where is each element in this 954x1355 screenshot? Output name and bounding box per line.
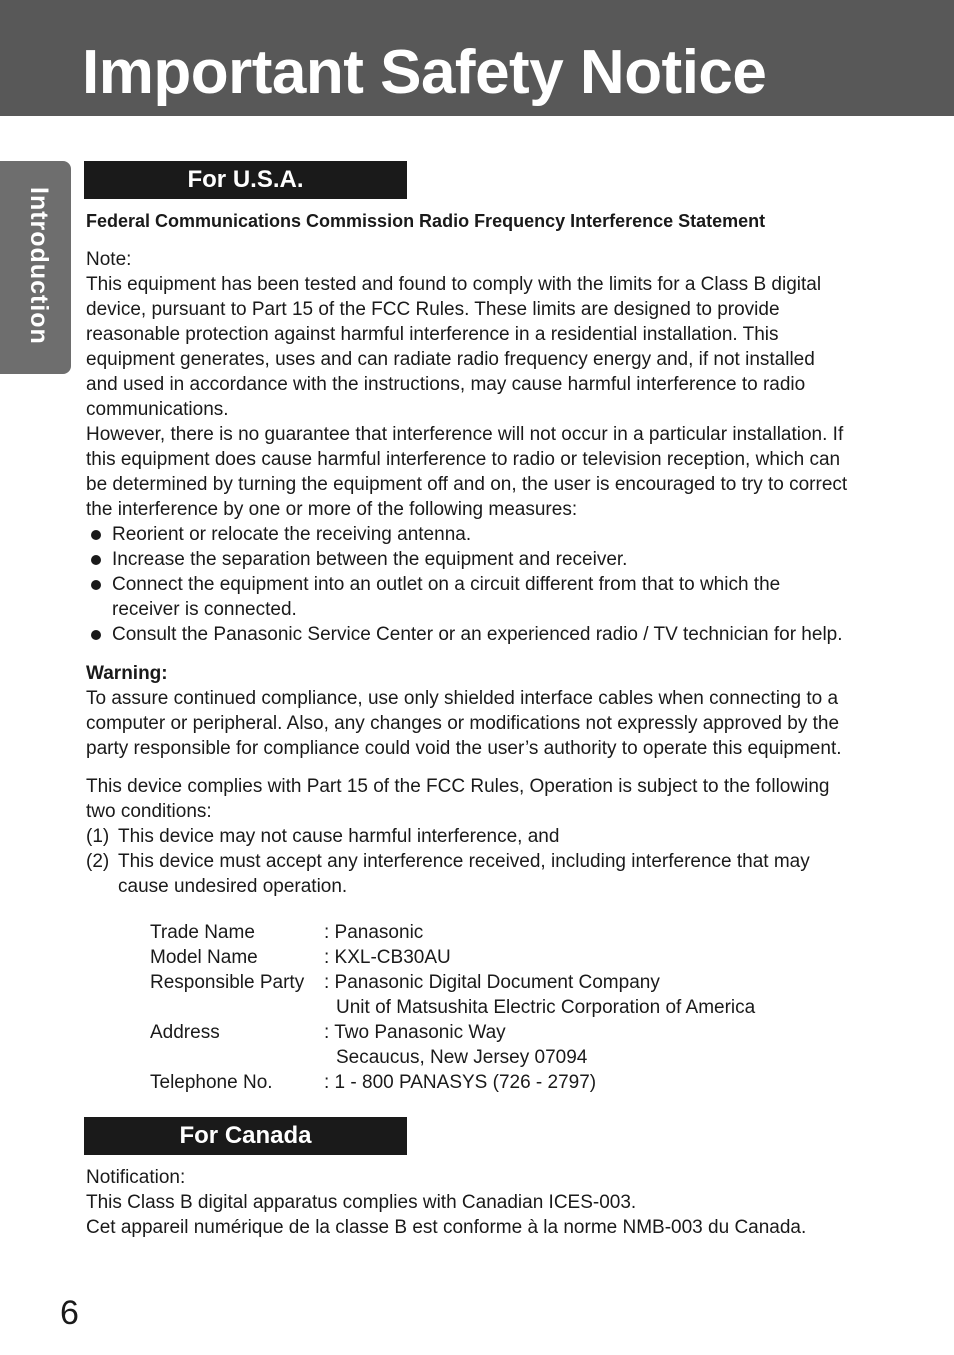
measure-item — [86, 572, 916, 597]
however-line: the interference by one or more of the following measures: — [86, 499, 578, 520]
canada-line: This Class B digital apparatus complies with Canadian ICES-003. — [86, 1192, 637, 1213]
section-bar-usa — [84, 161, 407, 199]
measure-item — [86, 522, 916, 547]
page-title: Important Safety Notice — [82, 38, 767, 107]
address-value: : Two Panasonic Way — [324, 1022, 506, 1043]
bullet-icon — [91, 630, 101, 640]
measure-text: Reorient or relocate the receiving antenna. — [112, 524, 472, 545]
however-line: this equipment does cause harmful interference to radio or television reception, which can — [86, 449, 841, 470]
canada-line: Cet appareil numérique de la classe B est conforme à la norme NMB-003 du Canada. — [86, 1217, 807, 1238]
fcc-heading-block — [86, 209, 916, 234]
note-line: device, pursuant to Part 15 of the FCC Rules. These limits are designed to provide — [86, 299, 780, 320]
product-info-table — [150, 920, 755, 1095]
compliance-line: This device complies with Part 15 of the FCC Rules, Operation is subject to the following — [86, 776, 830, 797]
measure-text: Consult the Panasonic Service Center or an experienced radio / TV technician for help. — [112, 624, 843, 645]
condition-number: (2) — [86, 851, 110, 872]
note-line: This equipment has been tested and found to comply with the limits for a Class B digital — [86, 274, 822, 295]
section-title-usa: For U.S.A. — [187, 166, 304, 193]
responsible-party-value-continued: Unit of Matsushita Electric Corporation of America — [336, 997, 756, 1018]
bullet-icon — [91, 530, 101, 540]
measure-item — [86, 622, 916, 647]
warning-line: To assure continued compliance, use only shielded interface cables when connecting to a — [86, 688, 839, 709]
note-line: communications. — [86, 399, 229, 420]
side-tab-label: Introduction — [25, 187, 53, 345]
condition-text-continued: cause undesired operation. — [118, 876, 348, 897]
note-line: and used in accordance with the instructions, may cause harmful interference to radio — [86, 374, 806, 395]
compliance-line: two conditions: — [86, 801, 212, 822]
condition-number: (1) — [86, 826, 110, 847]
canada-block — [86, 1165, 916, 1240]
info-row — [150, 920, 755, 945]
condition-text: This device may not cause harmful interference, and — [118, 826, 560, 847]
measure-text-continued: receiver is connected. — [112, 599, 297, 620]
responsible-party-value: : Panasonic Digital Document Company — [324, 972, 660, 993]
section-bar-canada — [84, 1117, 407, 1155]
condition-item — [86, 849, 916, 874]
info-row — [150, 1070, 755, 1095]
info-row — [150, 945, 755, 970]
address-label: Address — [150, 1022, 220, 1043]
condition-item — [86, 824, 916, 849]
info-row — [150, 995, 755, 1020]
bullet-icon — [91, 580, 101, 590]
warning-line: computer or peripheral. Also, any changes or modifications not expressly approved by the — [86, 713, 840, 734]
condition-text: This device must accept any interference received, including interference that may — [118, 851, 810, 872]
page-header — [0, 0, 954, 116]
warning-line: party responsible for compliance could void the user’s authority to operate this equipment. — [86, 738, 842, 759]
trade-name-label: Trade Name — [150, 922, 255, 943]
bullet-icon — [91, 555, 101, 565]
fcc-heading: Federal Communications Commission Radio Frequency Interference Statement — [86, 211, 766, 231]
info-row — [150, 1020, 755, 1045]
warning-block — [86, 661, 916, 761]
telephone-value: : 1 - 800 PANASYS (726 - 2797) — [324, 1072, 597, 1093]
compliance-block — [86, 774, 916, 899]
note-label: Note: — [86, 249, 132, 270]
warning-label: Warning: — [86, 663, 168, 684]
note-line: equipment generates, uses and can radiate radio frequency energy and, if not installed — [86, 349, 815, 370]
measure-text: Increase the separation between the equipment and receiver. — [112, 549, 628, 570]
responsible-party-label: Responsible Party — [150, 972, 305, 993]
however-line: However, there is no guarantee that interference will not occur in a particular installation. If — [86, 424, 844, 445]
page-number: 6 — [60, 1294, 79, 1332]
fcc-note-block — [86, 247, 916, 647]
trade-name-value: : Panasonic — [324, 922, 424, 943]
address-value-continued: Secaucus, New Jersey 07094 — [336, 1047, 588, 1068]
measure-item — [86, 547, 916, 572]
notification-label: Notification: — [86, 1167, 186, 1188]
note-line: reasonable protection against harmful interference in a residential installation. This — [86, 324, 779, 345]
info-row — [150, 970, 755, 995]
measure-text: Connect the equipment into an outlet on a circuit different from that to which the — [112, 574, 781, 595]
however-line: be determined by turning the equipment off and on, the user is encouraged to try to correct — [86, 474, 848, 495]
telephone-label: Telephone No. — [150, 1072, 273, 1093]
section-title-canada: For Canada — [179, 1122, 312, 1149]
model-name-value: : KXL-CB30AU — [324, 947, 451, 968]
info-row — [150, 1045, 755, 1070]
model-name-label: Model Name — [150, 947, 258, 968]
